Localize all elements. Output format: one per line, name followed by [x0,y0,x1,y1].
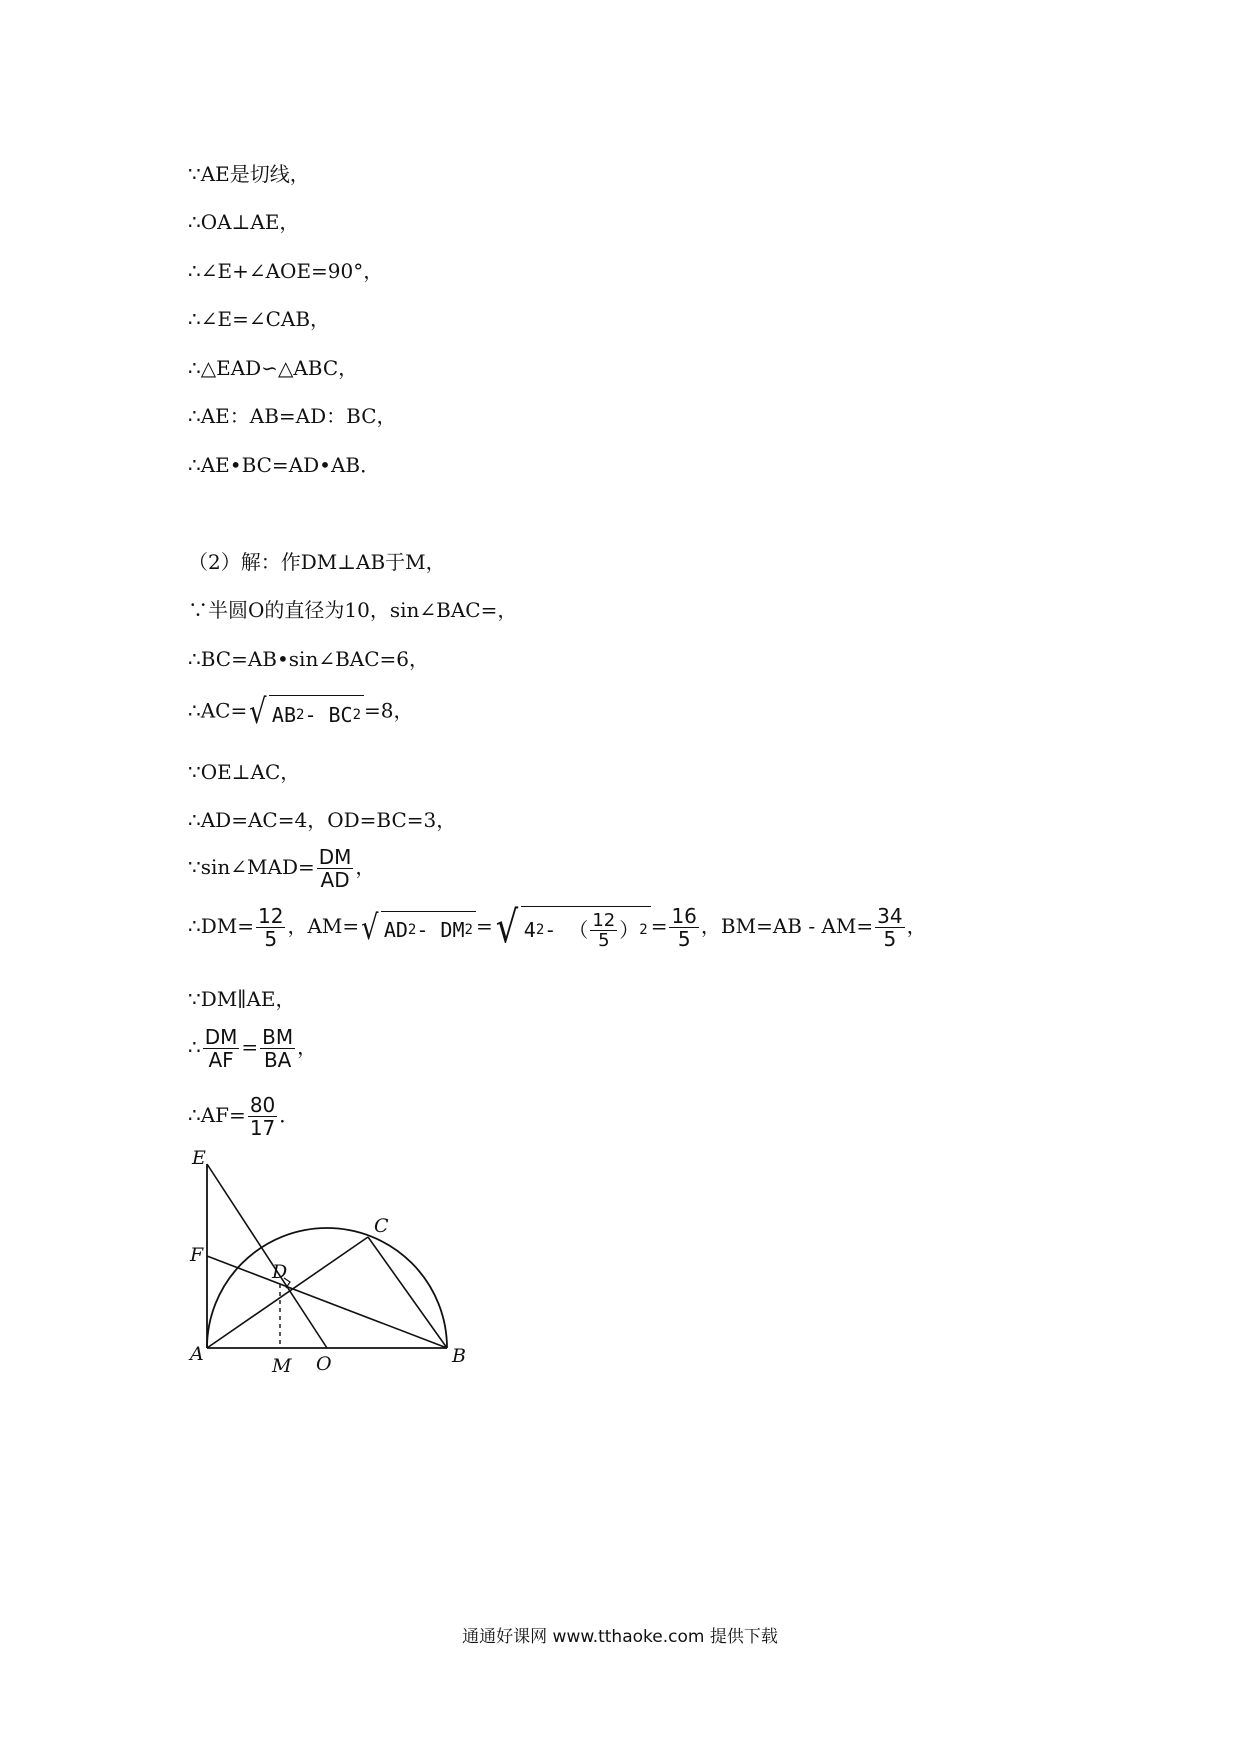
fraction-denominator: AD [320,868,350,892]
sqrt-ac: √ AB 2 - BC 2 [247,695,364,729]
rad-ad: AD [383,918,408,942]
text-af: ∴AF= [188,1103,246,1127]
label-d: D [272,1261,288,1283]
text-dm: ∴DM= [188,914,254,938]
exp-b: 2 [352,706,362,723]
text-period: ． [279,1103,300,1127]
sqrt-am: √ AD 2 - DM 2 [359,911,476,945]
fraction-numerator: 12 [592,909,616,931]
exp-a: 2 [296,706,305,723]
fraction-numerator: DM [318,845,352,869]
proof-line-7: ∴AE•BC=AD•AB． [188,453,381,477]
text-comma: ， [355,855,376,879]
solution-line-7 [188,846,375,891]
solution-line-5: ∵OE⊥AC， [188,760,301,784]
solution-line-1: （2）解：作DM⊥AB于M， [188,550,446,574]
fraction-16-5 [669,905,698,950]
proof-line-1: ∵AE是切线， [188,162,310,186]
proof-line-6: ∴AE：AB=AD：BC， [188,404,397,428]
page-footer: 通通好课网 www.tthaoke.com 提供下载 [462,1627,778,1647]
rad-paren: ） [619,918,640,942]
fraction-80-17 [248,1094,277,1139]
label-c: C [374,1215,389,1237]
fraction-numerator: BM [262,1025,294,1049]
label-m: M [272,1355,292,1377]
fraction-denominator: 5 [883,927,897,951]
semicircle-arc [207,1228,447,1348]
label-b: B [452,1345,466,1367]
text-eq: = [650,914,668,938]
fraction-numerator: 34 [877,904,903,928]
fraction-numerator: 12 [258,904,284,928]
fraction-12-5-inner [590,911,617,950]
solution-line-8 [188,901,927,953]
text-bm: ，BM=AB - AM= [700,914,874,938]
label-a: A [190,1343,204,1365]
exp: 2 [639,922,648,938]
chord-cb [368,1237,447,1348]
solution-line-2: ∵半圆O的直径为10，sin∠BAC=， [188,598,518,622]
rad-4: 4 [523,918,536,942]
text-eq: = [475,914,493,938]
fraction-denominator: 5 [264,927,278,951]
exp: 2 [407,922,417,938]
rad-minus: - （ [544,918,589,942]
text-am: ，AM= [287,914,360,938]
fraction-numerator: 80 [249,1093,276,1117]
label-f: F [190,1244,204,1266]
segment-fb [207,1256,447,1348]
proof-line-4: ∴∠E=∠CAB， [188,307,331,331]
proof-line-2: ∴OA⊥AE， [188,210,300,234]
exp: 2 [464,922,473,938]
fraction-denominator: 5 [677,927,691,951]
proof-line-3: ∴∠E+∠AOE=90°， [188,259,384,283]
fraction-dm-ad [317,846,354,891]
chord-ac [207,1237,368,1348]
rad-ab: AB [271,702,296,727]
text-therefore: ∴ [188,1035,201,1059]
solution-line-10 [188,1026,317,1071]
fraction-34-5 [875,905,904,950]
exp: 2 [535,922,545,938]
geometry-figure [180,1150,480,1390]
fraction-numerator: DM [204,1025,238,1049]
label-e: E [192,1150,206,1169]
fraction-dm-af [203,1026,240,1071]
rad-dm: - DM [416,918,465,942]
text-eq-8: =8， [364,698,414,723]
text-eq: = [241,1035,259,1059]
sqrt-numeric: √ 4 2 - （ $\frac{12}{5}$ ） 2 [493,906,651,950]
text-comma: ， [906,914,927,938]
proof-line-5: ∴△EAD∽△ABC， [188,356,359,380]
rad-bc: - BC [304,702,353,727]
fraction-denominator: BA [263,1048,292,1072]
segment-eo [207,1164,327,1348]
solution-line-3: ∴BC=AB•sin∠BAC=6， [188,647,430,671]
fraction-12-5 [256,905,285,950]
text-sin-mad: ∵sin∠MAD= [188,855,315,879]
fraction-denominator: 5 [598,929,610,951]
fraction-denominator: 17 [249,1116,276,1140]
fraction-denominator: AF [208,1048,234,1072]
solution-line-6: ∴AD=AC=4，OD=BC=3， [188,808,457,832]
label-o: O [316,1353,332,1375]
fraction-numerator: 16 [671,904,697,928]
solution-line-11 [188,1094,299,1139]
solution-line-9: ∵DM∥AE， [188,987,296,1011]
text-ac: ∴AC= [188,698,248,723]
text-comma: ， [297,1035,318,1059]
solution-line-4 [188,692,414,732]
fraction-bm-ba [260,1026,295,1071]
